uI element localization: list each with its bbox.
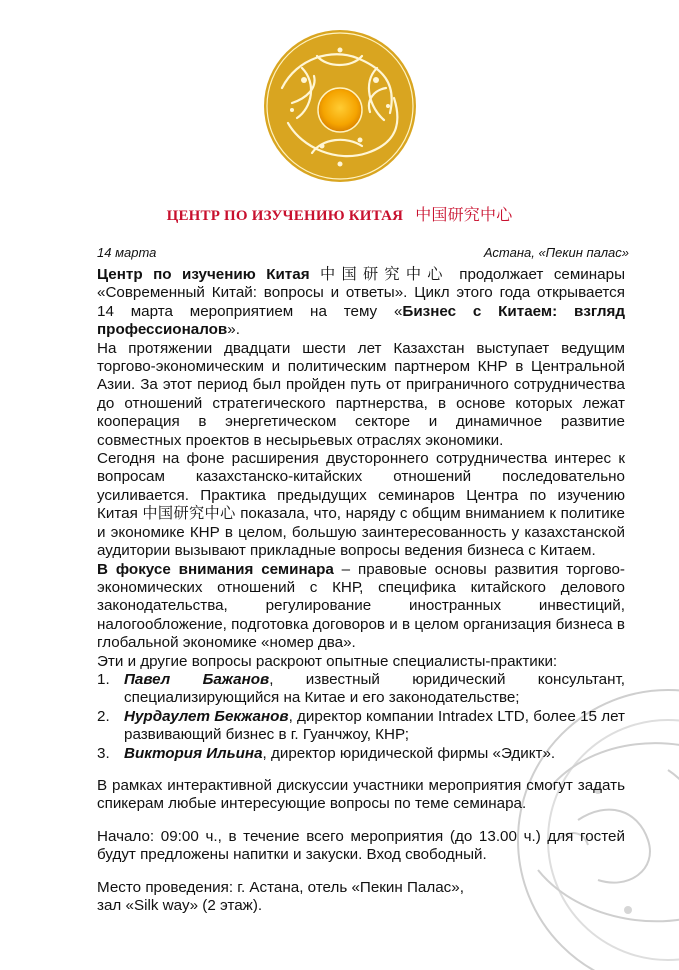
speaker-number: 1.: [97, 670, 110, 688]
list-item: [97, 671, 625, 708]
intro-text: продолжает семинары «Современный Китай: вопросы и ответы». Цикл этого года открывается 14 марта мероприятием на тему «: [97, 266, 625, 320]
intro-tail: ».: [227, 321, 240, 339]
paragraph-context: [97, 450, 625, 560]
page-heading: [0, 202, 679, 225]
intro-paragraph: [97, 266, 625, 340]
venue-line-2: зал «Silk way» (2 этаж).: [97, 897, 263, 914]
heading-title-cn: 中国研究中心: [415, 207, 513, 224]
speaker-desc: , известный юридический консультант, специализирующийся на Китае и его законодательстве;: [124, 670, 625, 707]
speaker-number: 2.: [97, 707, 110, 725]
intro-cn: 中国研究中心: [320, 266, 449, 283]
event-place: Астана, «Пекин палас»: [483, 245, 629, 260]
speakers-list: [97, 671, 625, 763]
speaker-name: Павел Бажанов: [124, 670, 270, 688]
event-date: 14 марта: [97, 245, 157, 260]
document-body: [97, 265, 625, 915]
paragraph-schedule: Начало: 09:00 ч., в течение всего мероприятия (до 13.00 ч.) для гостей будут предложены напитки и закуски. Вход свободный.: [97, 827, 625, 864]
paragraph-speakers-intro: Эти и другие вопросы раскроют опытные специалисты-практики:: [97, 652, 558, 670]
focus-lead: В фокусе внимания семинара: [97, 560, 334, 578]
paragraph-venue: [97, 879, 625, 916]
list-item: [97, 708, 625, 745]
context-text-a: Сегодня на фоне расширения двустороннего сотрудничества интерес к вопросам казахстанско-китайских отношений последовательно усиливается. Практика предыдущих семинаров Центра по изучению Китая: [97, 450, 625, 523]
list-item: [97, 745, 625, 763]
intro-topic: Бизнес с Китаем: взгляд профессионалов: [97, 302, 625, 339]
speaker-desc: , директор юридической фирмы «Эдикт».: [262, 744, 556, 762]
paragraph-partnership: На протяжении двадцати шести лет Казахстан выступает ведущим торгово-экономическим и политическим партнером КНР в Центральной Азии. За этот период был пройден путь от приграничного сотрудничества до отношений стратегического партнерства, в основе которых лежат кооперация в энергетическом секторе и динамичное развитие совместных проектов в несырьевых отраслях экономики.: [97, 339, 625, 449]
context-cn: 中国研究中心: [142, 505, 236, 523]
focus-text: – правовые основы развития торгово-экономических отношений с КНР, специфика китайского делового законодательства, регулирование иностранных инвестиций, налогообложение, подготовка договоров и в целом организация бизнеса в глобальной экономике «номер два».: [97, 560, 625, 652]
speaker-name: Виктория Ильина: [124, 744, 263, 762]
heading-title-ru: ЦЕНТР ПО ИЗУЧЕНИЮ КИТАЯ: [166, 208, 404, 224]
speaker-name: Нурдаулет Бекжанов: [124, 707, 289, 725]
paragraph-discussion: В рамках интерактивной дискуссии участники мероприятия смогут задать спикерам любые интересующие вопросы по теме семинара.: [97, 776, 625, 813]
venue-line-1: Место проведения: г. Астана, отель «Пекин Палас»,: [97, 878, 464, 896]
paragraph-focus: [97, 561, 625, 653]
context-text-b: показала, что, наряду с общим вниманием к политике и экономике КНР в целом, большую заинтересованность у казахстанской аудитории вызывают прикладные вопросы ведения бизнеса с Китаем.: [97, 505, 626, 560]
speaker-number: 3.: [97, 744, 110, 762]
intro-lead: Центр по изучению Китая: [97, 266, 310, 283]
speaker-desc: , директор компании Intradex LTD, более 15 лет развивающий бизнес в г. Гуанчжоу, КНР;: [124, 707, 625, 744]
dragon-emblem-logo: [262, 28, 418, 184]
